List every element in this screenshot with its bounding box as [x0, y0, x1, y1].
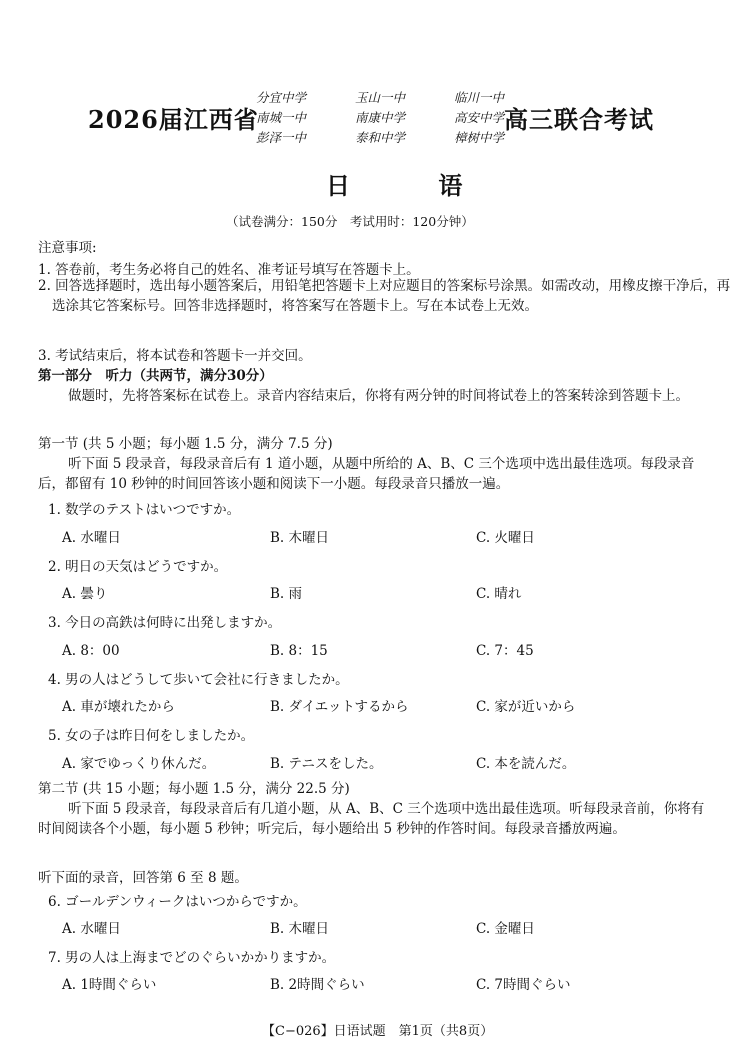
option-c: C. 7時間ぐらい [476, 977, 571, 993]
school-name: 樟树中学 [453, 130, 504, 145]
option-a: A. 家でゆっくり休んだ。 [62, 756, 216, 772]
option-a: A. 水曜日 [62, 530, 121, 546]
question-text: 1. 数学のテストはいつですか。 [48, 502, 241, 518]
question-text: 2. 明日の天気はどうですか。 [48, 559, 228, 575]
subject-title: 日 语 [326, 171, 503, 200]
school-name: 分宜中学 [256, 90, 307, 105]
option-a: A. 車が壊れたから [62, 699, 175, 715]
page-footer: 【C−026】日语试题 第1页（共8页） [262, 1024, 494, 1039]
section2-intro: 听下面 5 段录音，每段录音后有几道小题，从 A、B、C 三个选项中选出最佳选项。听每段录音前，你将有时间阅读各个小题，每小题 5 秒钟；听完后，每小题给出 5 秒钟的作答时间。每段录音播放两遍。 [38, 801, 705, 837]
question-text: 5. 女の子は昨日何をしましたか。 [48, 728, 255, 744]
option-a: A. 1時間ぐらい [62, 977, 157, 993]
part1-intro: 做题时，先将答案标在试卷上。录音内容结束后，你将有两分钟的时间将试卷上的答案转涂到答题卡上。 [68, 388, 689, 404]
school-name: 泰和中学 [354, 130, 405, 145]
question-text: 7. 男の人は上海までどのぐらいかかりますか。 [48, 950, 336, 966]
option-b: B. 2時間ぐらい [270, 977, 365, 993]
school-row [256, 108, 504, 128]
section1-heading: 第一节 (共 5 小题；每小题 1.5 分，满分 7.5 分) [38, 436, 333, 452]
option-a: A. 8：00 [62, 643, 120, 659]
note-item: 3. 考试结束后，将本试卷和答题卡一并交回。 [38, 348, 312, 364]
option-a: A. 曇り [62, 586, 108, 602]
option-b: B. 雨 [270, 586, 303, 602]
section2-instruction: 听下面的录音，回答第 6 至 8 题。 [38, 870, 248, 886]
school-name: 南康中学 [354, 110, 405, 125]
school-name: 临川一中 [453, 90, 504, 105]
school-list [256, 88, 504, 148]
question-text: 3. 今日の高鉄は何時に出発しますか。 [48, 615, 282, 631]
note-item: 1. 答卷前，考生务必将自己的姓名、准考证号填写在答题卡上。 [38, 262, 420, 278]
school-name: 彭泽一中 [256, 130, 307, 145]
school-name: 玉山一中 [354, 90, 405, 105]
option-b: B. 8：15 [270, 643, 328, 659]
option-c: C. 金曜日 [476, 921, 535, 937]
school-row [256, 128, 504, 148]
section2-heading: 第二节 (共 15 小题；每小题 1.5 分，满分 22.5 分) [38, 781, 350, 797]
notes-heading: 注意事项: [38, 240, 97, 256]
option-c: C. 本を読んだ。 [476, 756, 576, 772]
option-c: C. 火曜日 [476, 530, 535, 546]
exam-title-left: 2026届江西省 [88, 105, 259, 134]
exam-meta: （试卷满分：150分 考试用时：120分钟） [226, 214, 474, 229]
option-b: B. 木曜日 [270, 921, 330, 937]
option-c: C. 7：45 [476, 643, 534, 659]
option-b: B. テニスをした。 [270, 756, 383, 772]
question-text: 4. 男の人はどうして歩いて会社に行きましたか。 [48, 672, 349, 688]
option-b: B. 木曜日 [270, 530, 330, 546]
option-c: C. 家が近いから [476, 699, 576, 715]
school-name: 南城一中 [256, 110, 307, 125]
part1-heading: 第一部分 听力（共两节，满分30分） [38, 368, 273, 384]
question-text: 6. ゴールデンウィークはいつからですか。 [48, 894, 307, 910]
option-a: A. 水曜日 [62, 921, 121, 937]
exam-title-right: 高三联合考试 [504, 105, 654, 134]
school-name: 高安中学 [453, 110, 504, 125]
section1-intro: 听下面 5 段录音，每段录音后有 1 道小题，从题中所给的 A、B、C 三个选项中选出最佳选项。每段录音后，都留有 10 秒钟的时间回答该小题和阅读下一小题。每段录音只播放一遍。 [38, 456, 695, 492]
school-row [256, 88, 504, 108]
note-item: 2. 回答选择题时，选出每小题答案后，用铅笔把答题卡上对应题目的答案标号涂黑。如需改动，用橡皮擦干净后，再选涂其它答案标号。回答非选择题时，将答案写在答题卡上。写在本试卷上无效。 [38, 278, 731, 314]
option-b: B. ダイエットするから [270, 699, 409, 715]
option-c: C. 晴れ [476, 586, 522, 602]
